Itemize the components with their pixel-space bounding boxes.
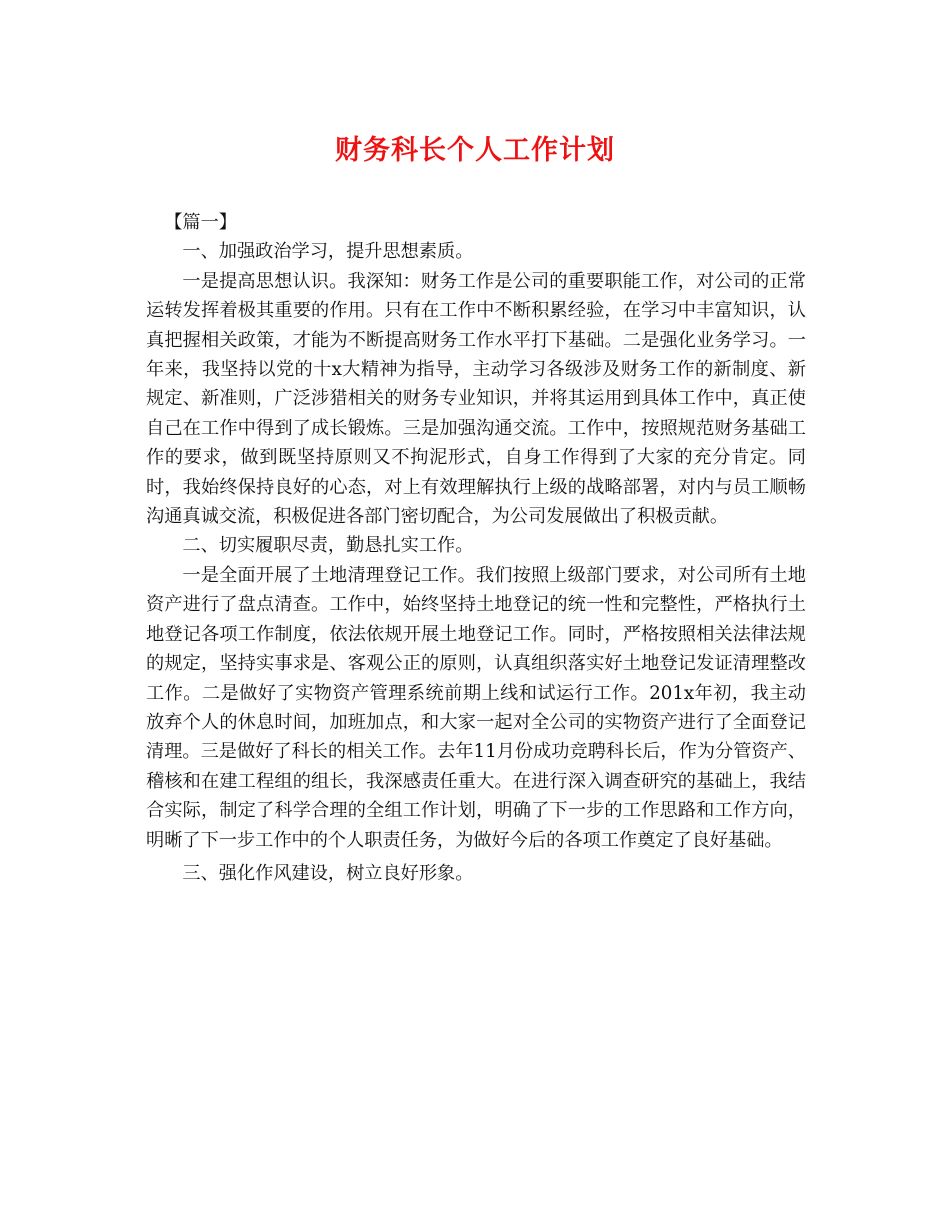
heading-three: 三、强化作风建设，树立良好形象。 [182, 862, 474, 884]
section-tag: 【篇一】 [164, 212, 237, 233]
document-body [146, 208, 806, 888]
heading-two: 二、切实履职尽责，勤恳扎实工作。 [182, 535, 474, 557]
paragraph-one: 一是提高思想认识。我深知：财务工作是公司的重要职能工作，对公司的正常运转发挥着极其重要的作用。只有在工作中不断积累经验，在学习中丰富知识，认真把握相关政策，才能为不断提高财务工作水平打下基础。二是强化业务学习。一年来，我坚持以党的十x大精神为指导，主动学习各级涉及财务工作的新制度、新规定、新准则，广泛涉猎相关的财务专业知识，并将其运用到具体工作中，真正使自己在工作中得到了成长锻炼。三是加强沟通交流。工作中，按照规范财务基础工作的要求，做到既坚持原则又不拘泥形式，自身工作得到了大家的充分肯定。同时，我始终保持良好的心态，对上有效理解执行上级的战略部署，对内与员工顺畅沟通真诚交流，积极促进各部门密切配合，为公司发展做出了积极贡献。 [146, 270, 806, 528]
heading-one: 一、加强政治学习，提升思想素质。 [182, 241, 474, 263]
paragraph-two: 一是全面开展了土地清理登记工作。我们按照上级部门要求，对公司所有土地资产进行了盘点清查。工作中，始终坚持土地登记的统一性和完整性，严格执行土地登记各项工作制度，依法依规开展土地登记工作。同时，严格按照相关法律法规的规定，坚持实事求是、客观公正的原则，认真组织落实好土地登记发证清理整改工作。二是做好了实物资产管理系统前期上线和试运行工作。201x年初，我主动放弃个人的休息时间，加班加点，和大家一起对全公司的实物资产进行了全面登记清理。三是做好了科长的相关工作。去年11月份成功竞聘科长后，作为分管资产、稽核和在建工程组的组长，我深感责任重大。在进行深入调查研究的基础上，我结合实际，制定了科学合理的全组工作计划，明确了下一步的工作思路和工作方向，明晰了下一步工作中的个人职责任务，为做好今后的各项工作奠定了良好基础。 [146, 564, 806, 851]
document-title: 财务科长个人工作计划 [335, 135, 615, 166]
